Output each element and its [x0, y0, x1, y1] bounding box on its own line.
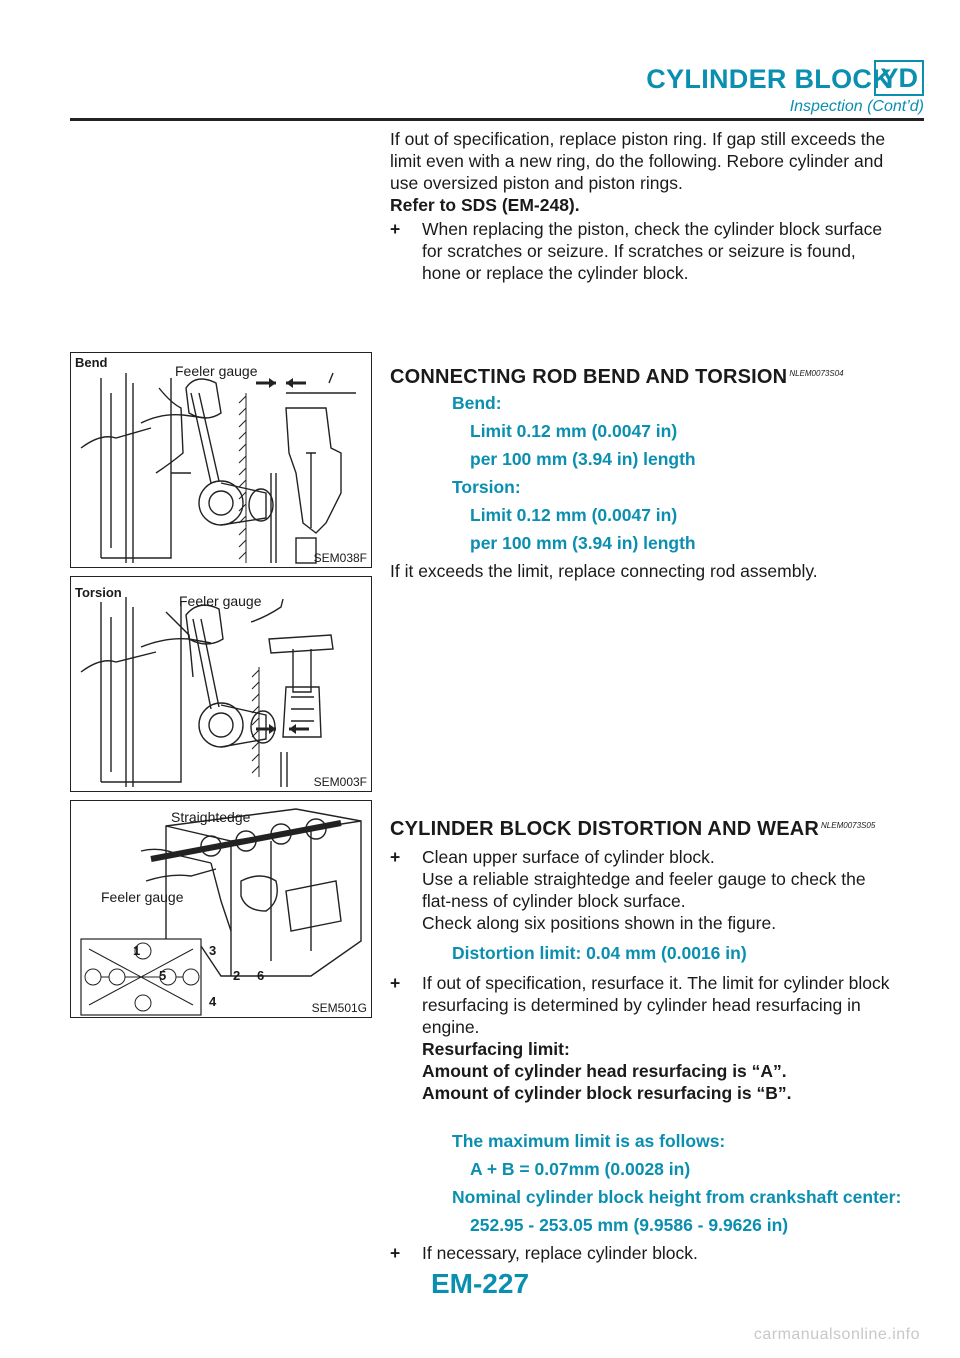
- page-number: EM-227: [430, 1268, 530, 1299]
- block-bullet-1: [390, 846, 895, 934]
- bend-per: per 100 mm (3.94 in) length: [470, 449, 696, 469]
- max-limit-value: A + B = 0.07mm (0.0028 in): [470, 1159, 691, 1179]
- position-2: 2: [233, 968, 241, 983]
- position-4: 4: [209, 994, 217, 1009]
- intro-bullet-text: When replacing the piston, check the cylinder block surface for scratches or seizure. If scratches or seizure is found, hone or replace the cylinder block.: [422, 219, 883, 283]
- straightedge-label: Straightedge: [171, 809, 251, 825]
- intro-bullet: [390, 218, 895, 284]
- bend-gauge-label: Feeler gauge: [175, 363, 258, 379]
- figure-block: [70, 800, 372, 1018]
- resurfacing-label: Resurfacing limit:: [422, 1039, 570, 1059]
- hatched-surface: [239, 393, 246, 563]
- bend-illustration: [71, 353, 371, 567]
- torsion-fig-caption: SEM003F: [313, 775, 367, 789]
- block-fig-caption: SEM501G: [311, 1001, 367, 1015]
- rod-note: If it exceeds the limit, replace connecting rod assembly.: [390, 561, 818, 581]
- section-heading-block-text: CYLINDER BLOCK DISTORTION AND WEAR: [390, 818, 820, 840]
- block-bullet-3: [390, 1242, 895, 1264]
- torsion-fig-label: Torsion: [75, 585, 122, 600]
- figure-torsion: [70, 576, 372, 792]
- bullet-mark: +: [390, 973, 401, 993]
- header-rule: [70, 118, 924, 121]
- page-header-title: CYLINDER BLOCK: [646, 64, 892, 94]
- block-gauge-label: Feeler gauge: [101, 889, 184, 905]
- block-bullet-2-text: If out of specification, resurface it. The limit for cylinder block resurfacing is determined by cylinder head resurfacing in engine.: [422, 973, 890, 1037]
- section-code-block: NLEM0073S05: [821, 821, 876, 830]
- intro-paragraph: If out of specification, replace piston ring. If gap still exceeds the limit even with a new ring, do the following. Rebore cylinder and use oversized piston and piston rings.: [390, 129, 886, 193]
- nominal-height-value: 252.95 - 253.05 mm (9.9586 - 9.9626 in): [470, 1215, 789, 1235]
- block-bullet-3-text: If necessary, replace cylinder block.: [422, 1243, 698, 1263]
- bend-fig-label: Bend: [75, 355, 108, 370]
- position-3: 3: [209, 943, 217, 958]
- figure-bend: [70, 352, 372, 568]
- block-bullet-2: [390, 972, 895, 1104]
- bend-label: Bend:: [452, 393, 502, 413]
- bullet-mark: +: [390, 1243, 401, 1263]
- bullet-mark: +: [390, 847, 401, 867]
- section-heading-block: [390, 818, 875, 841]
- max-limit-label: The maximum limit is as follows:: [452, 1131, 726, 1151]
- bend-fig-caption: SEM038F: [313, 551, 367, 565]
- section-heading-rod-text: CONNECTING ROD BEND AND TORSION: [390, 366, 788, 388]
- resurfacing-a: Amount of cylinder head resurfacing is “A”.: [422, 1061, 787, 1081]
- section-heading-rod: [390, 366, 844, 389]
- hatched-surface: [252, 667, 259, 777]
- bullet-mark: +: [390, 219, 401, 239]
- torsion-gauge-label: Feeler gauge: [179, 593, 262, 609]
- distortion-limit: Distortion limit: 0.04 mm (0.0016 in): [452, 943, 747, 963]
- block-bullet-1-cont: Use a reliable straightedge and feeler gauge to check the flat-ness of cylinder block surface.: [422, 869, 866, 911]
- page-header-subtitle: Inspection (Cont’d): [789, 98, 924, 115]
- section-code-rod: NLEM0073S04: [789, 369, 844, 378]
- torsion-illustration: [71, 577, 371, 791]
- position-6: 6: [257, 968, 265, 983]
- block-bullet-1-cont2: Check along six positions shown in the figure.: [422, 913, 777, 933]
- block-illustration: [71, 801, 371, 1017]
- torsion-limit: Limit 0.12 mm (0.0047 in): [470, 505, 678, 525]
- resurfacing-b: Amount of cylinder block resurfacing is “B”.: [422, 1083, 792, 1103]
- torsion-per: per 100 mm (3.94 in) length: [470, 533, 696, 553]
- engine-code-badge: YD: [874, 60, 924, 96]
- block-bullet-1-text: Clean upper surface of cylinder block.: [422, 847, 715, 867]
- position-1: 1: [133, 943, 141, 958]
- nominal-height-label: Nominal cylinder block height from crankshaft center:: [452, 1187, 902, 1207]
- intro-ref: Refer to SDS (EM-248).: [390, 195, 580, 215]
- bend-limit: Limit 0.12 mm (0.0047 in): [470, 421, 678, 441]
- torsion-label: Torsion:: [452, 477, 521, 497]
- position-5: 5: [159, 968, 167, 983]
- watermark: carmanualsonline.info: [753, 1326, 920, 1343]
